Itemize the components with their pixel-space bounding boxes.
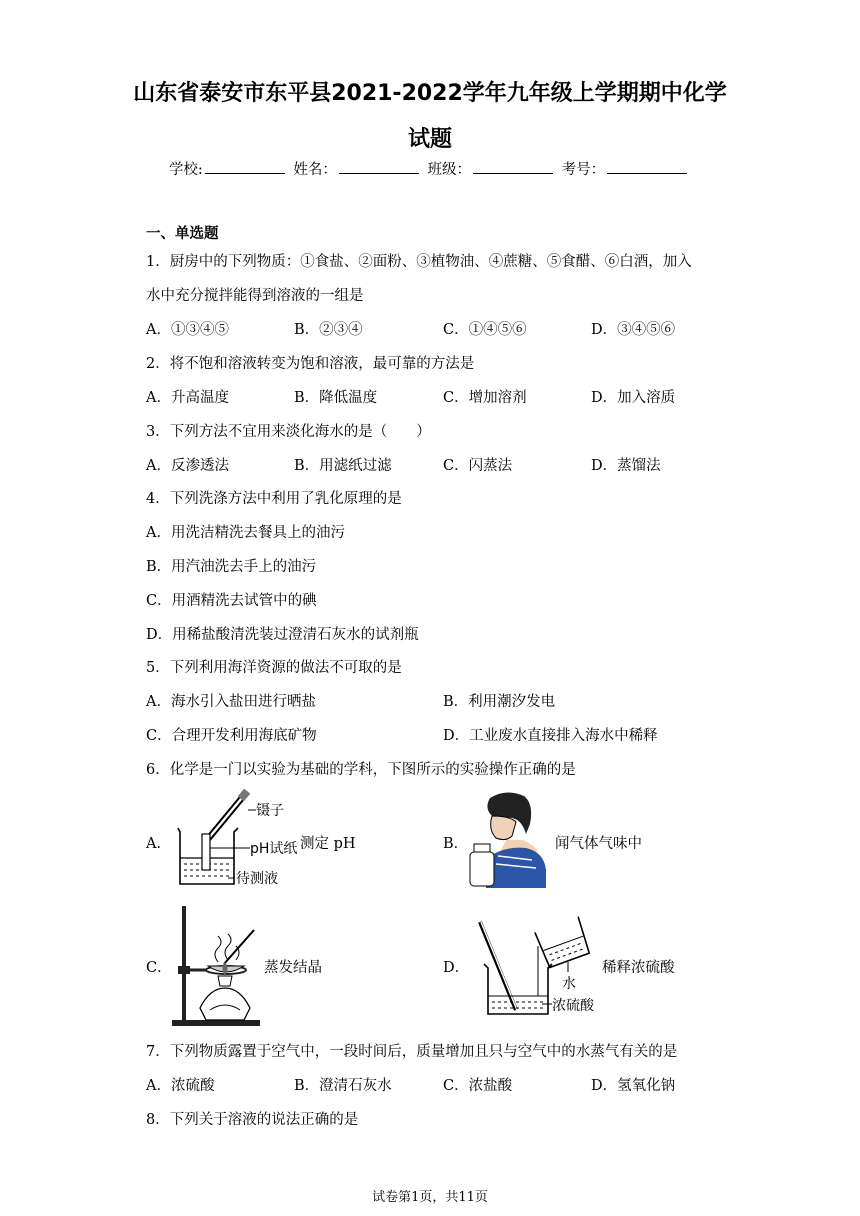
section-heading: 一、单选题 <box>146 226 219 242</box>
water-label: 水 <box>562 976 576 992</box>
q6-option-a-caption: 测定 pH <box>300 836 356 852</box>
class-label: 班级： <box>427 162 471 178</box>
q7-option-c[interactable]: C．浓盐酸 <box>443 1078 513 1094</box>
q3-option-a[interactable]: A．反渗透法 <box>146 458 229 474</box>
conc-acid-label: 浓硫酸 <box>552 998 594 1014</box>
q4-option-a[interactable]: A．用洗洁精洗去餐具上的油污 <box>146 525 345 541</box>
q7-option-d[interactable]: D．氢氧化钠 <box>591 1078 676 1094</box>
q7-option-a[interactable]: A．浓硫酸 <box>146 1078 215 1094</box>
q5-option-d[interactable]: D．工业废水直接排入海水中稀释 <box>443 728 658 744</box>
exam-number-blank[interactable] <box>607 161 687 174</box>
q5-option-b[interactable]: B．利用潮汐发电 <box>443 694 556 710</box>
q2-option-b[interactable]: B．降低温度 <box>294 390 378 406</box>
q2-option-d[interactable]: D．加入溶质 <box>591 390 676 406</box>
q3-option-d[interactable]: D．蒸馏法 <box>591 458 661 474</box>
exam-title-line1: 山东省泰安市东平县2021-2022学年九年级上学期期中化学 <box>133 81 727 106</box>
q6-option-b-letter[interactable]: B． <box>443 836 469 852</box>
q4-option-d[interactable]: D．用稀盐酸清洗装过澄清石灰水的试剂瓶 <box>146 627 419 643</box>
ph-test-diagram <box>170 788 310 890</box>
q5-option-c[interactable]: C．合理开发利用海底矿物 <box>146 728 317 744</box>
q1-stem-line2: 水中充分搅拌能得到溶液的一组是 <box>146 288 364 304</box>
q5-option-a[interactable]: A．海水引入盐田进行晒盐 <box>146 694 316 710</box>
q1-option-c[interactable]: C．①④⑤⑥ <box>443 322 527 338</box>
q4-option-c[interactable]: C．用酒精洗去试管中的碘 <box>146 593 317 609</box>
q2-option-c[interactable]: C．增加溶剂 <box>443 390 527 406</box>
q5-stem: 5．下列利用海洋资源的做法不可取的是 <box>146 660 402 676</box>
ph-paper-label: pH试纸 <box>250 841 298 857</box>
tweezers-label: 镊子 <box>256 803 284 819</box>
q3-option-b[interactable]: B．用滤纸过滤 <box>294 458 392 474</box>
dilute-acid-diagram <box>472 916 604 1018</box>
q7-option-b[interactable]: B．澄清石灰水 <box>294 1078 392 1094</box>
test-liquid-label: 待测液 <box>236 871 278 887</box>
q6-option-c-letter[interactable]: C． <box>146 960 172 976</box>
q6-option-d-letter[interactable]: D． <box>443 960 470 976</box>
q1-option-a[interactable]: A．①③④⑤ <box>146 322 229 338</box>
q4-option-b[interactable]: B．用汽油洗去手上的油污 <box>146 559 317 575</box>
name-label: 姓名： <box>293 162 337 178</box>
q8-stem: 8．下列关于溶液的说法正确的是 <box>146 1112 359 1128</box>
q6-option-a-letter[interactable]: A． <box>146 836 171 852</box>
smelling-gas-diagram <box>466 790 548 888</box>
q7-stem: 7．下列物质露置于空气中，一段时间后，质量增加且只与空气中的水蒸气有关的是 <box>146 1044 678 1060</box>
q1-option-b[interactable]: B．②③④ <box>294 322 363 338</box>
exam-title-line2: 试题 <box>407 127 452 152</box>
school-blank[interactable] <box>205 161 285 174</box>
class-blank[interactable] <box>473 161 553 174</box>
q6-option-b-caption: 闻气体气味中 <box>555 836 642 852</box>
q6-option-d-caption: 稀释浓硫酸 <box>602 960 675 976</box>
evaporation-diagram <box>170 904 262 1028</box>
student-info-row <box>0 158 860 179</box>
name-blank[interactable] <box>339 161 419 174</box>
school-label: 学校: <box>168 162 203 178</box>
q3-option-c[interactable]: C．闪蒸法 <box>443 458 513 474</box>
exam-number-label: 考号： <box>561 162 606 178</box>
q1-option-d[interactable]: D．③④⑤⑥ <box>591 322 676 338</box>
q1-stem-line1: 1．厨房中的下列物质：①食盐、②面粉、③植物油、④蔗糖、⑤食醋、⑥白酒，加入 <box>146 254 692 270</box>
q6-stem: 6．化学是一门以实验为基础的学科，下图所示的实验操作正确的是 <box>146 762 576 778</box>
q3-stem: 3．下列方法不宜用来淡化海水的是（ ） <box>146 424 431 440</box>
page-footer: 试卷第1页，共11页 <box>372 1190 488 1205</box>
q4-stem: 4．下列洗涤方法中利用了乳化原理的是 <box>146 491 402 507</box>
q2-option-a[interactable]: A．升高温度 <box>146 390 229 406</box>
q6-option-c-caption: 蒸发结晶 <box>264 960 322 976</box>
q2-stem: 2．将不饱和溶液转变为饱和溶液，最可靠的方法是 <box>146 356 475 372</box>
